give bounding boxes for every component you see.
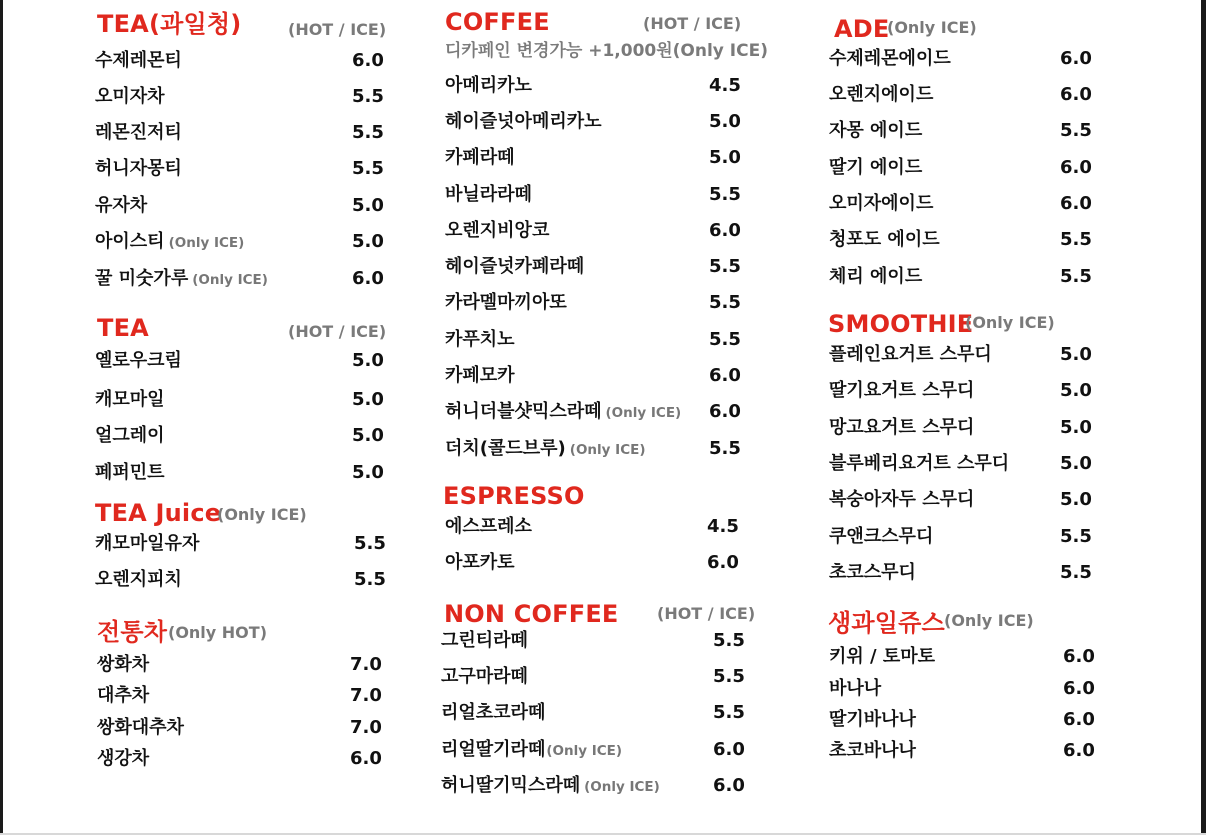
smoothie-menu-item-price: 5.0 — [1060, 489, 1092, 510]
non-coffee-temperature-note: (HOT / ICE) — [657, 604, 756, 623]
coffee-menu-item — [445, 258, 584, 276]
menu-item-note: (Only ICE) — [569, 442, 646, 458]
tea-fruit-menu-item-price: 6.0 — [352, 268, 384, 289]
ade-menu-item-price: 6.0 — [1060, 84, 1092, 105]
tea-fruit-menu-item-price: 5.5 — [352, 86, 384, 107]
fresh-juice-title: 생과일쥬스 — [828, 609, 945, 637]
left-frame-border — [0, 0, 3, 835]
menu-item-name: 캐모마일유자 — [95, 533, 200, 554]
tea-fruit-menu-item-price: 5.0 — [352, 231, 384, 252]
menu-item-note: (Only ICE) — [192, 272, 268, 288]
coffee-menu-item-price: 5.5 — [709, 184, 741, 205]
coffee-menu-item — [445, 113, 602, 131]
tea-fruit-temperature-note: (HOT / ICE) — [288, 20, 387, 39]
ade-menu-item-price: 6.0 — [1060, 193, 1092, 214]
tea-juice-menu-item-price: 5.5 — [354, 569, 386, 590]
menu-item-name: 초코바나나 — [829, 740, 916, 761]
menu-item-name: 헤이즐넛카페라떼 — [445, 256, 585, 277]
menu-item-name: 카라멜마끼아또 — [445, 292, 567, 313]
tea-menu-item-price: 5.0 — [352, 389, 384, 410]
fresh-juice-menu-item — [829, 742, 916, 760]
coffee-menu-item-price: 6.0 — [709, 401, 741, 422]
menu-item-name: 얼그레이 — [95, 425, 165, 446]
menu-item-name: 레몬진저티 — [95, 122, 182, 143]
ade-menu-item-price: 6.0 — [1060, 157, 1092, 178]
coffee-menu-item — [445, 440, 646, 458]
menu-item-name: 유자차 — [95, 195, 148, 216]
non-coffee-menu-item — [441, 668, 528, 686]
smoothie-menu-item — [829, 564, 916, 582]
tea-fruit-menu-item-price: 5.5 — [352, 158, 384, 179]
traditional-title: 전통차 — [97, 618, 168, 646]
smoothie-menu-item-price: 5.5 — [1060, 562, 1092, 583]
tea-fruit-menu-item — [95, 88, 165, 106]
menu-item-name: 망고요거트 스무디 — [829, 417, 975, 438]
tea-fruit-title: TEA(과일청) — [97, 10, 242, 38]
non-coffee-menu-item — [441, 704, 545, 722]
menu-item-name: 옐로우크림 — [95, 350, 182, 371]
menu-item-name: 아이스티 — [95, 231, 165, 252]
tea-menu-item-price: 5.0 — [352, 462, 384, 483]
non-coffee-menu-item — [441, 777, 660, 795]
menu-item-name: 카페모카 — [445, 365, 515, 386]
espresso-menu-item-price: 6.0 — [707, 552, 739, 573]
tea-fruit-menu-item — [95, 233, 244, 251]
tea-fruit-menu-item — [95, 124, 182, 142]
tea-fruit-menu-item — [95, 270, 268, 288]
coffee-menu-item-price: 6.0 — [709, 220, 741, 241]
ade-menu-item — [829, 86, 933, 104]
fresh-juice-temperature-note: (Only ICE) — [944, 611, 1034, 630]
smoothie-menu-item-price: 5.5 — [1060, 526, 1092, 547]
tea-menu-item-price: 5.0 — [352, 425, 384, 446]
smoothie-menu-item — [829, 382, 974, 400]
menu-item-note: (Only ICE) — [546, 743, 623, 759]
menu-item-name: 키위 / 토마토 — [829, 646, 936, 667]
traditional-menu-item-price: 7.0 — [350, 717, 382, 738]
coffee-menu-item — [445, 294, 567, 312]
menu-item-name: 바나나 — [829, 678, 882, 699]
non-coffee-menu-item — [441, 632, 528, 650]
ade-menu-item-price: 5.5 — [1060, 120, 1092, 141]
espresso-title: ESPRESSO — [443, 482, 585, 510]
coffee-menu-item-price: 5.5 — [709, 292, 741, 313]
tea-fruit-menu-item-price: 6.0 — [352, 50, 384, 71]
tea-juice-menu-item — [95, 571, 182, 589]
menu-item-name: 블루베리요거트 스무디 — [829, 453, 1010, 474]
menu-item-name: 플레인요거트 스무디 — [829, 344, 992, 365]
non-coffee-menu-item-price: 6.0 — [713, 775, 745, 796]
menu-item-name: 허니더블샷믹스라떼 — [445, 401, 602, 422]
menu-item-name: 복숭아자두 스무디 — [829, 489, 975, 510]
coffee-decaf-note: 디카페인 변경가능 +1,000원(Only ICE) — [445, 41, 768, 61]
tea-temperature-note: (HOT / ICE) — [288, 322, 387, 341]
tea-menu-item-price: 5.0 — [352, 350, 384, 371]
ade-menu-item — [829, 159, 922, 177]
traditional-menu-item — [97, 656, 149, 674]
tea-juice-menu-item-price: 5.5 — [354, 533, 386, 554]
smoothie-menu-item-price: 5.0 — [1060, 417, 1092, 438]
ade-menu-item-price: 5.5 — [1060, 229, 1092, 250]
traditional-menu-item — [97, 687, 149, 705]
tea-menu-item — [95, 352, 182, 370]
ade-menu-item — [829, 268, 922, 286]
menu-item-name: 허니자몽티 — [95, 158, 182, 179]
tea-fruit-menu-item-price: 5.0 — [352, 195, 384, 216]
menu-item-name: 헤이즐넛아메리카노 — [445, 111, 602, 132]
coffee-menu-item-price: 5.5 — [709, 256, 741, 277]
smoothie-menu-item-price: 5.0 — [1060, 380, 1092, 401]
menu-item-name: 오렌지에이드 — [829, 84, 934, 105]
menu-item-name: 에스프레소 — [445, 516, 532, 537]
traditional-menu-item-price: 6.0 — [350, 748, 382, 769]
fresh-juice-menu-item — [829, 680, 881, 698]
smoothie-menu-item — [829, 455, 1009, 473]
coffee-menu-item — [445, 222, 549, 240]
tea-juice-temperature-note: (Only ICE) — [217, 505, 307, 524]
non-coffee-title: NON COFFEE — [444, 600, 619, 628]
tea-fruit-menu-item — [95, 197, 147, 215]
menu-item-name: 카페라떼 — [445, 147, 515, 168]
ade-menu-item-price: 5.5 — [1060, 266, 1092, 287]
tea-menu-item — [95, 427, 165, 445]
espresso-menu-item — [445, 518, 532, 536]
non-coffee-menu-item-price: 6.0 — [713, 739, 745, 760]
coffee-menu-item-price: 4.5 — [709, 75, 741, 96]
menu-item-name: 페퍼민트 — [95, 462, 165, 483]
menu-item-name: 수제레몬티 — [95, 50, 182, 71]
menu-item-name: 딸기바나나 — [829, 709, 916, 730]
traditional-menu-item — [97, 719, 184, 737]
coffee-menu-item — [445, 77, 532, 95]
smoothie-menu-item — [829, 419, 974, 437]
non-coffee-menu-item — [441, 741, 622, 759]
menu-item-name: 생강차 — [97, 748, 150, 769]
menu-item-note: (Only ICE) — [584, 779, 660, 795]
smoothie-menu-item — [829, 346, 992, 364]
coffee-temperature-note: (HOT / ICE) — [643, 14, 742, 33]
coffee-menu-item — [445, 331, 515, 349]
fresh-juice-menu-item-price: 6.0 — [1063, 678, 1095, 699]
fresh-juice-menu-item — [829, 648, 935, 666]
espresso-menu-item-price: 4.5 — [707, 516, 739, 537]
fresh-juice-menu-item-price: 6.0 — [1063, 646, 1095, 667]
smoothie-menu-item-price: 5.0 — [1060, 344, 1092, 365]
menu-item-name: 그린티라떼 — [441, 630, 528, 651]
smoothie-menu-item-price: 5.0 — [1060, 453, 1092, 474]
traditional-temperature-note: (Only HOT) — [168, 623, 268, 642]
menu-item-name: 초코스무디 — [829, 562, 916, 583]
menu-item-name: 더치(콜드브루) — [445, 438, 566, 459]
menu-item-name: 꿀 미숫가루 — [95, 268, 189, 289]
non-coffee-menu-item-price: 5.5 — [713, 666, 745, 687]
coffee-menu-item-price: 6.0 — [709, 365, 741, 386]
espresso-menu-item — [445, 554, 515, 572]
menu-item-name: 아메리카노 — [445, 75, 532, 96]
menu-item-name: 쿠앤크스무디 — [829, 526, 934, 547]
coffee-menu-item — [445, 149, 515, 167]
menu-item-name: 딸기 에이드 — [829, 157, 923, 178]
menu-item-name: 쌍화차 — [97, 654, 150, 675]
menu-item-name: 청포도 에이드 — [829, 229, 940, 250]
smoothie-menu-item — [829, 491, 974, 509]
tea-fruit-menu-item — [95, 52, 182, 70]
fresh-juice-menu-item — [829, 711, 916, 729]
non-coffee-menu-item-price: 5.5 — [713, 702, 745, 723]
tea-menu-item — [95, 391, 165, 409]
ade-menu-item — [829, 231, 940, 249]
ade-temperature-note: (Only ICE) — [887, 18, 977, 37]
menu-item-name: 리얼딸기라떼 — [441, 739, 546, 760]
coffee-menu-item-price: 5.0 — [709, 111, 741, 132]
menu-item-name: 바닐라라떼 — [445, 184, 532, 205]
traditional-menu-item-price: 7.0 — [350, 685, 382, 706]
menu-item-name: 대추차 — [97, 685, 150, 706]
tea-menu-item — [95, 464, 165, 482]
ade-title: ADE — [834, 15, 890, 43]
menu-item-name: 수제레몬에이드 — [829, 48, 951, 69]
tea-fruit-menu-item-price: 5.5 — [352, 122, 384, 143]
traditional-menu-item-price: 7.0 — [350, 654, 382, 675]
fresh-juice-menu-item-price: 6.0 — [1063, 709, 1095, 730]
ade-menu-item-price: 6.0 — [1060, 48, 1092, 69]
tea-juice-menu-item — [95, 535, 199, 553]
ade-menu-item — [829, 195, 933, 213]
tea-juice-title: TEA Juice — [95, 499, 222, 527]
coffee-menu-item-price: 5.5 — [709, 438, 741, 459]
menu-item-name: 자몽 에이드 — [829, 120, 923, 141]
menu-item-name: 허니딸기믹스라떼 — [441, 775, 581, 796]
coffee-menu-item — [445, 186, 532, 204]
coffee-menu-item — [445, 367, 515, 385]
menu-item-name: 카푸치노 — [445, 329, 515, 350]
fresh-juice-menu-item-price: 6.0 — [1063, 740, 1095, 761]
menu-item-name: 쌍화대추차 — [97, 717, 184, 738]
traditional-menu-item — [97, 750, 149, 768]
menu-item-name: 고구마라떼 — [441, 666, 528, 687]
menu-item-note: (Only ICE) — [605, 405, 682, 421]
right-frame-border — [1201, 0, 1206, 835]
menu-item-name: 아포카토 — [445, 552, 515, 573]
menu-item-name: 오미자에이드 — [829, 193, 934, 214]
coffee-menu-item-price: 5.5 — [709, 329, 741, 350]
menu-item-name: 오미자차 — [95, 86, 165, 107]
coffee-menu-item-price: 5.0 — [709, 147, 741, 168]
menu-item-name: 리얼초코라떼 — [441, 702, 546, 723]
tea-fruit-menu-item — [95, 160, 182, 178]
smoothie-title: SMOOTHIE — [828, 310, 974, 338]
non-coffee-menu-item-price: 5.5 — [713, 630, 745, 651]
smoothie-temperature-note: (Only ICE) — [965, 313, 1055, 332]
tea-title: TEA — [97, 314, 149, 342]
menu-item-note: (Only ICE) — [168, 235, 245, 251]
menu-item-name: 캐모마일 — [95, 389, 165, 410]
menu-item-name: 오렌지피치 — [95, 569, 182, 590]
smoothie-menu-item — [829, 528, 933, 546]
coffee-menu-item — [445, 403, 681, 421]
menu-item-name: 딸기요거트 스무디 — [829, 380, 975, 401]
ade-menu-item — [829, 122, 922, 140]
menu-item-name: 체리 에이드 — [829, 266, 923, 287]
ade-menu-item — [829, 50, 951, 68]
menu-item-name: 오렌지비앙코 — [445, 220, 550, 241]
coffee-title: COFFEE — [445, 8, 550, 36]
